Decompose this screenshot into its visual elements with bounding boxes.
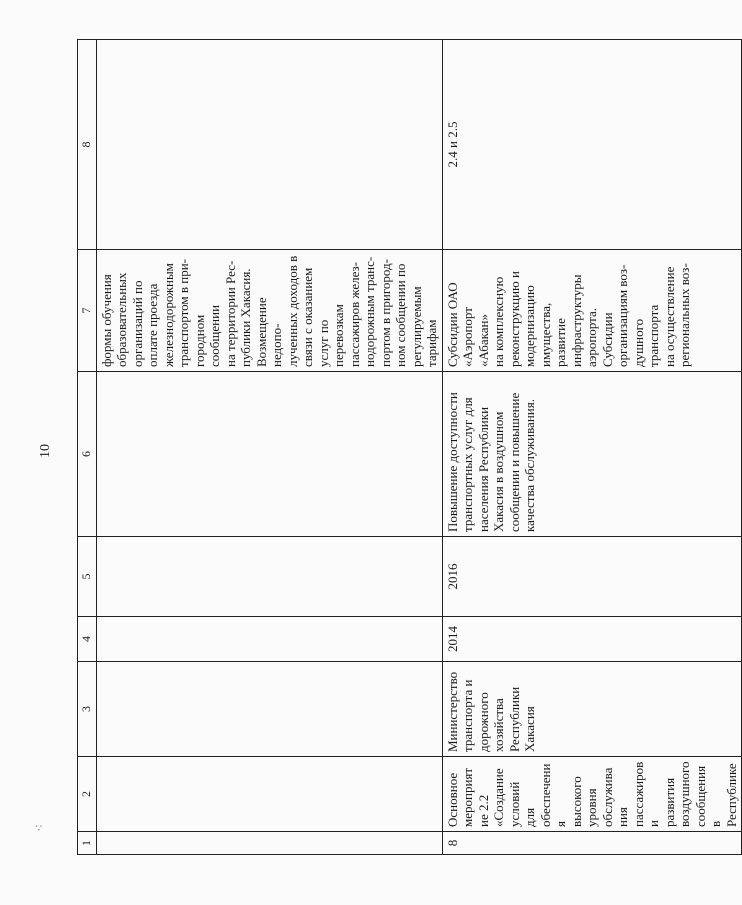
table-header-row: [78, 40, 97, 855]
activity-description: Субсидии ОАО «Аэропорт «Абакан» на комплексную реконструкцию и модернизацию имущества, развитие инфраструктуры аэропорта. Субсидии организациям воз- душного транспорта на осуществление региональных воз-: [442, 250, 742, 372]
column-header: 6: [78, 372, 97, 537]
scan-mark: ∴: [32, 821, 46, 834]
program-activities-table: [77, 39, 742, 855]
table-cell-description: формы обучения образовательных организаций по оплате проезда железнодорожным транспортом в при- городном сообщении на территории Рес- публики Хакасия. Возмещение недопо- лученных доходов в связи с оказанием услуг по перевозкам пассажиров желез- нодорожным транс- портом в пригород- ном сообщении по регулируемым тарифам: [96, 250, 442, 372]
table-cell: [96, 372, 442, 537]
table-row-8: [442, 40, 742, 855]
expected-result: Повышение доступности транспортных услуг для населения Республики Хакасия в воздушном сообщении и повышение качества обслуживания.: [442, 372, 742, 537]
end-year: 2016: [442, 537, 742, 617]
column-header: 7: [78, 250, 97, 372]
responsible-executor: Министерство транспорта и дорожного хозяйства Республики Хакасия: [442, 662, 742, 757]
page-number: 10: [38, 444, 53, 458]
table-cell: [96, 40, 442, 250]
column-header: 4: [78, 617, 97, 662]
table-cell: [96, 832, 442, 855]
related-indicators: 2.4 и 2.5: [442, 40, 742, 250]
column-header: 8: [78, 40, 97, 250]
table-cell: [96, 757, 442, 832]
table-cell: [96, 662, 442, 757]
table-row-continuation: [96, 40, 442, 855]
start-year: 2014: [442, 617, 742, 662]
activity-name: Основное мероприятие 2.2 «Создание условий для обеспечения высокого уровня обслуживания пассажиров и развития воздушного сообщения в Республике: [442, 757, 742, 832]
column-header: 2: [78, 757, 97, 832]
table-cell: [96, 537, 442, 617]
row-number: 8: [442, 832, 742, 855]
table-cell: [96, 617, 442, 662]
column-header: 3: [78, 662, 97, 757]
rotated-table-container: [77, 40, 739, 855]
column-header: 1: [78, 832, 97, 855]
column-header: 5: [78, 537, 97, 617]
